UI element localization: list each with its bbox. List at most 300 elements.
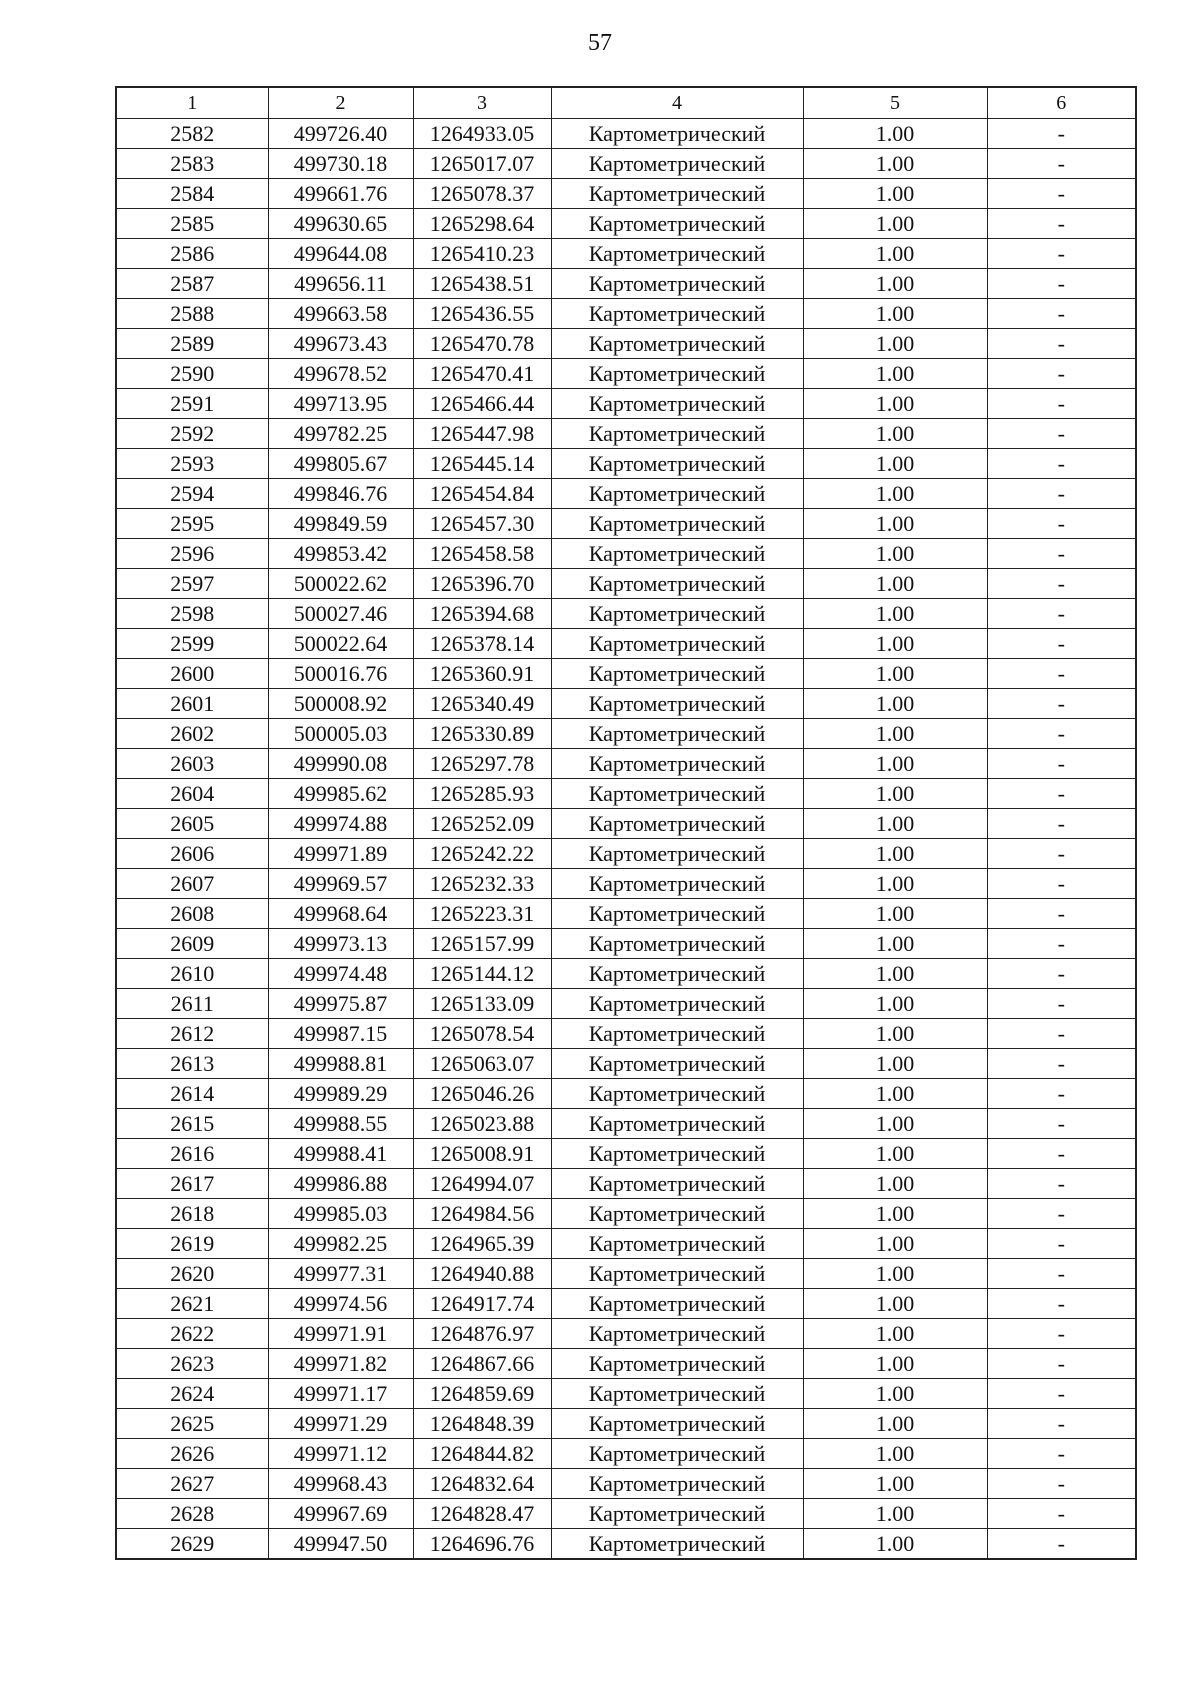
table-row <box>116 269 1136 299</box>
method-cell: Картометрический <box>551 869 803 899</box>
x-coordinate-cell: 500005.03 <box>268 719 413 749</box>
y-coordinate-cell: 1265470.41 <box>413 359 551 389</box>
note-cell: - <box>987 929 1136 959</box>
table-row <box>116 479 1136 509</box>
y-coordinate-cell: 1265008.91 <box>413 1139 551 1169</box>
point-number-cell: 2600 <box>116 659 268 689</box>
method-cell: Картометрический <box>551 449 803 479</box>
table-row <box>116 599 1136 629</box>
accuracy-cell: 1.00 <box>803 209 987 239</box>
accuracy-cell: 1.00 <box>803 719 987 749</box>
table-row <box>116 989 1136 1019</box>
table-row <box>116 929 1136 959</box>
note-cell: - <box>987 1259 1136 1289</box>
point-number-cell: 2628 <box>116 1499 268 1529</box>
y-coordinate-cell: 1265023.88 <box>413 1109 551 1139</box>
x-coordinate-cell: 499853.42 <box>268 539 413 569</box>
accuracy-cell: 1.00 <box>803 539 987 569</box>
point-number-cell: 2597 <box>116 569 268 599</box>
y-coordinate-cell: 1265285.93 <box>413 779 551 809</box>
x-coordinate-cell: 499644.08 <box>268 239 413 269</box>
note-cell: - <box>987 239 1136 269</box>
point-number-cell: 2621 <box>116 1289 268 1319</box>
x-coordinate-cell: 499656.11 <box>268 269 413 299</box>
accuracy-cell: 1.00 <box>803 569 987 599</box>
table-row <box>116 1229 1136 1259</box>
note-cell: - <box>987 479 1136 509</box>
method-cell: Картометрический <box>551 1169 803 1199</box>
method-cell: Картометрический <box>551 1049 803 1079</box>
table-row <box>116 209 1136 239</box>
accuracy-cell: 1.00 <box>803 1379 987 1409</box>
table-row <box>116 869 1136 899</box>
accuracy-cell: 1.00 <box>803 989 987 1019</box>
table-row <box>116 239 1136 269</box>
y-coordinate-cell: 1265466.44 <box>413 389 551 419</box>
note-cell: - <box>987 629 1136 659</box>
method-cell: Картометрический <box>551 629 803 659</box>
point-number-cell: 2619 <box>116 1229 268 1259</box>
note-cell: - <box>987 1289 1136 1319</box>
table-row <box>116 1169 1136 1199</box>
accuracy-cell: 1.00 <box>803 179 987 209</box>
note-cell: - <box>987 749 1136 779</box>
y-coordinate-cell: 1265457.30 <box>413 509 551 539</box>
x-coordinate-cell: 499974.56 <box>268 1289 413 1319</box>
x-coordinate-cell: 500022.64 <box>268 629 413 659</box>
table-row <box>116 1439 1136 1469</box>
accuracy-cell: 1.00 <box>803 1529 987 1560</box>
point-number-cell: 2607 <box>116 869 268 899</box>
note-cell: - <box>987 959 1136 989</box>
note-cell: - <box>987 809 1136 839</box>
method-cell: Картометрический <box>551 749 803 779</box>
accuracy-cell: 1.00 <box>803 1139 987 1169</box>
column-header-5: 5 <box>803 87 987 119</box>
table-row <box>116 749 1136 779</box>
note-cell: - <box>987 299 1136 329</box>
y-coordinate-cell: 1265078.54 <box>413 1019 551 1049</box>
method-cell: Картометрический <box>551 1379 803 1409</box>
note-cell: - <box>987 449 1136 479</box>
y-coordinate-cell: 1264859.69 <box>413 1379 551 1409</box>
x-coordinate-cell: 499967.69 <box>268 1499 413 1529</box>
point-number-cell: 2623 <box>116 1349 268 1379</box>
x-coordinate-cell: 499973.13 <box>268 929 413 959</box>
accuracy-cell: 1.00 <box>803 269 987 299</box>
method-cell: Картометрический <box>551 329 803 359</box>
method-cell: Картометрический <box>551 959 803 989</box>
x-coordinate-cell: 499985.62 <box>268 779 413 809</box>
accuracy-cell: 1.00 <box>803 1349 987 1379</box>
point-number-cell: 2617 <box>116 1169 268 1199</box>
accuracy-cell: 1.00 <box>803 329 987 359</box>
note-cell: - <box>987 149 1136 179</box>
column-header-4: 4 <box>551 87 803 119</box>
table-row <box>116 629 1136 659</box>
table-row <box>116 179 1136 209</box>
table-row <box>116 1019 1136 1049</box>
y-coordinate-cell: 1265157.99 <box>413 929 551 959</box>
y-coordinate-cell: 1265330.89 <box>413 719 551 749</box>
point-number-cell: 2604 <box>116 779 268 809</box>
note-cell: - <box>987 1169 1136 1199</box>
note-cell: - <box>987 779 1136 809</box>
x-coordinate-cell: 499849.59 <box>268 509 413 539</box>
table-row <box>116 1289 1136 1319</box>
accuracy-cell: 1.00 <box>803 239 987 269</box>
y-coordinate-cell: 1265454.84 <box>413 479 551 509</box>
method-cell: Картометрический <box>551 239 803 269</box>
y-coordinate-cell: 1265133.09 <box>413 989 551 1019</box>
point-number-cell: 2585 <box>116 209 268 239</box>
table-row <box>116 389 1136 419</box>
note-cell: - <box>987 989 1136 1019</box>
x-coordinate-cell: 499726.40 <box>268 119 413 149</box>
method-cell: Картометрический <box>551 1319 803 1349</box>
table-row <box>116 1499 1136 1529</box>
y-coordinate-cell: 1265078.37 <box>413 179 551 209</box>
x-coordinate-cell: 499990.08 <box>268 749 413 779</box>
note-cell: - <box>987 1109 1136 1139</box>
accuracy-cell: 1.00 <box>803 659 987 689</box>
x-coordinate-cell: 499975.87 <box>268 989 413 1019</box>
y-coordinate-cell: 1264940.88 <box>413 1259 551 1289</box>
accuracy-cell: 1.00 <box>803 1049 987 1079</box>
point-number-cell: 2610 <box>116 959 268 989</box>
x-coordinate-cell: 500008.92 <box>268 689 413 719</box>
note-cell: - <box>987 209 1136 239</box>
x-coordinate-cell: 499971.82 <box>268 1349 413 1379</box>
method-cell: Картометрический <box>551 1289 803 1319</box>
accuracy-cell: 1.00 <box>803 449 987 479</box>
x-coordinate-cell: 499988.55 <box>268 1109 413 1139</box>
method-cell: Картометрический <box>551 1349 803 1379</box>
method-cell: Картометрический <box>551 1229 803 1259</box>
x-coordinate-cell: 499987.15 <box>268 1019 413 1049</box>
y-coordinate-cell: 1264876.97 <box>413 1319 551 1349</box>
table-row <box>116 659 1136 689</box>
table-row <box>116 539 1136 569</box>
y-coordinate-cell: 1264867.66 <box>413 1349 551 1379</box>
table-row <box>116 899 1136 929</box>
note-cell: - <box>987 359 1136 389</box>
x-coordinate-cell: 499968.64 <box>268 899 413 929</box>
accuracy-cell: 1.00 <box>803 299 987 329</box>
y-coordinate-cell: 1264917.74 <box>413 1289 551 1319</box>
point-number-cell: 2590 <box>116 359 268 389</box>
y-coordinate-cell: 1264984.56 <box>413 1199 551 1229</box>
note-cell: - <box>987 1229 1136 1259</box>
method-cell: Картометрический <box>551 1019 803 1049</box>
table-row <box>116 1469 1136 1499</box>
accuracy-cell: 1.00 <box>803 509 987 539</box>
x-coordinate-cell: 499947.50 <box>268 1529 413 1560</box>
note-cell: - <box>987 509 1136 539</box>
point-number-cell: 2616 <box>116 1139 268 1169</box>
column-header-6: 6 <box>987 87 1136 119</box>
accuracy-cell: 1.00 <box>803 1169 987 1199</box>
method-cell: Картометрический <box>551 1529 803 1560</box>
accuracy-cell: 1.00 <box>803 419 987 449</box>
y-coordinate-cell: 1265063.07 <box>413 1049 551 1079</box>
method-cell: Картометрический <box>551 989 803 1019</box>
method-cell: Картометрический <box>551 509 803 539</box>
accuracy-cell: 1.00 <box>803 1079 987 1109</box>
y-coordinate-cell: 1264832.64 <box>413 1469 551 1499</box>
note-cell: - <box>987 1019 1136 1049</box>
table-body <box>116 119 1136 1560</box>
page-number: 57 <box>588 30 612 56</box>
method-cell: Картометрический <box>551 1469 803 1499</box>
table-row <box>116 569 1136 599</box>
accuracy-cell: 1.00 <box>803 149 987 179</box>
method-cell: Картометрический <box>551 419 803 449</box>
method-cell: Картометрический <box>551 539 803 569</box>
x-coordinate-cell: 500022.62 <box>268 569 413 599</box>
point-number-cell: 2588 <box>116 299 268 329</box>
method-cell: Картометрический <box>551 1109 803 1139</box>
x-coordinate-cell: 499971.89 <box>268 839 413 869</box>
accuracy-cell: 1.00 <box>803 1409 987 1439</box>
accuracy-cell: 1.00 <box>803 1199 987 1229</box>
point-number-cell: 2599 <box>116 629 268 659</box>
table-row <box>116 359 1136 389</box>
table-row <box>116 689 1136 719</box>
y-coordinate-cell: 1265046.26 <box>413 1079 551 1109</box>
point-number-cell: 2606 <box>116 839 268 869</box>
x-coordinate-cell: 499673.43 <box>268 329 413 359</box>
y-coordinate-cell: 1265252.09 <box>413 809 551 839</box>
point-number-cell: 2601 <box>116 689 268 719</box>
point-number-cell: 2593 <box>116 449 268 479</box>
accuracy-cell: 1.00 <box>803 1229 987 1259</box>
table-row <box>116 809 1136 839</box>
table-row <box>116 509 1136 539</box>
point-number-cell: 2589 <box>116 329 268 359</box>
x-coordinate-cell: 499988.41 <box>268 1139 413 1169</box>
point-number-cell: 2613 <box>116 1049 268 1079</box>
y-coordinate-cell: 1265242.22 <box>413 839 551 869</box>
x-coordinate-cell: 499782.25 <box>268 419 413 449</box>
point-number-cell: 2620 <box>116 1259 268 1289</box>
y-coordinate-cell: 1265396.70 <box>413 569 551 599</box>
note-cell: - <box>987 599 1136 629</box>
y-coordinate-cell: 1265447.98 <box>413 419 551 449</box>
accuracy-cell: 1.00 <box>803 839 987 869</box>
note-cell: - <box>987 1529 1136 1560</box>
point-number-cell: 2624 <box>116 1379 268 1409</box>
x-coordinate-cell: 499989.29 <box>268 1079 413 1109</box>
accuracy-cell: 1.00 <box>803 1019 987 1049</box>
method-cell: Картометрический <box>551 659 803 689</box>
point-number-cell: 2608 <box>116 899 268 929</box>
y-coordinate-cell: 1264828.47 <box>413 1499 551 1529</box>
y-coordinate-cell: 1265436.55 <box>413 299 551 329</box>
x-coordinate-cell: 499974.88 <box>268 809 413 839</box>
table-row <box>116 1259 1136 1289</box>
note-cell: - <box>987 1349 1136 1379</box>
method-cell: Картометрический <box>551 209 803 239</box>
method-cell: Картометрический <box>551 569 803 599</box>
table-row <box>116 149 1136 179</box>
y-coordinate-cell: 1265298.64 <box>413 209 551 239</box>
y-coordinate-cell: 1265458.58 <box>413 539 551 569</box>
method-cell: Картометрический <box>551 599 803 629</box>
method-cell: Картометрический <box>551 1259 803 1289</box>
y-coordinate-cell: 1264844.82 <box>413 1439 551 1469</box>
note-cell: - <box>987 689 1136 719</box>
x-coordinate-cell: 499982.25 <box>268 1229 413 1259</box>
method-cell: Картометрический <box>551 809 803 839</box>
note-cell: - <box>987 719 1136 749</box>
y-coordinate-cell: 1265340.49 <box>413 689 551 719</box>
method-cell: Картометрический <box>551 839 803 869</box>
table-row <box>116 1529 1136 1560</box>
note-cell: - <box>987 1049 1136 1079</box>
table-row <box>116 449 1136 479</box>
accuracy-cell: 1.00 <box>803 629 987 659</box>
column-header-2: 2 <box>268 87 413 119</box>
table-row <box>116 299 1136 329</box>
table-row <box>116 1319 1136 1349</box>
y-coordinate-cell: 1265438.51 <box>413 269 551 299</box>
table-row <box>116 719 1136 749</box>
point-number-cell: 2627 <box>116 1469 268 1499</box>
y-coordinate-cell: 1265297.78 <box>413 749 551 779</box>
x-coordinate-cell: 499974.48 <box>268 959 413 989</box>
point-number-cell: 2582 <box>116 119 268 149</box>
point-number-cell: 2605 <box>116 809 268 839</box>
note-cell: - <box>987 869 1136 899</box>
table-row <box>116 1139 1136 1169</box>
method-cell: Картометрический <box>551 119 803 149</box>
note-cell: - <box>987 119 1136 149</box>
accuracy-cell: 1.00 <box>803 479 987 509</box>
accuracy-cell: 1.00 <box>803 1469 987 1499</box>
table-row <box>116 119 1136 149</box>
x-coordinate-cell: 499805.67 <box>268 449 413 479</box>
accuracy-cell: 1.00 <box>803 749 987 779</box>
accuracy-cell: 1.00 <box>803 1289 987 1319</box>
method-cell: Картометрический <box>551 179 803 209</box>
note-cell: - <box>987 419 1136 449</box>
method-cell: Картометрический <box>551 269 803 299</box>
x-coordinate-cell: 499971.17 <box>268 1379 413 1409</box>
table-row <box>116 1199 1136 1229</box>
point-number-cell: 2592 <box>116 419 268 449</box>
accuracy-cell: 1.00 <box>803 1439 987 1469</box>
y-coordinate-cell: 1265360.91 <box>413 659 551 689</box>
y-coordinate-cell: 1265394.68 <box>413 599 551 629</box>
y-coordinate-cell: 1265144.12 <box>413 959 551 989</box>
point-number-cell: 2587 <box>116 269 268 299</box>
x-coordinate-cell: 499846.76 <box>268 479 413 509</box>
point-number-cell: 2591 <box>116 389 268 419</box>
table-row <box>116 329 1136 359</box>
note-cell: - <box>987 569 1136 599</box>
point-number-cell: 2602 <box>116 719 268 749</box>
x-coordinate-cell: 499968.43 <box>268 1469 413 1499</box>
accuracy-cell: 1.00 <box>803 959 987 989</box>
accuracy-cell: 1.00 <box>803 689 987 719</box>
y-coordinate-cell: 1265017.07 <box>413 149 551 179</box>
point-number-cell: 2614 <box>116 1079 268 1109</box>
method-cell: Картометрический <box>551 1079 803 1109</box>
note-cell: - <box>987 899 1136 929</box>
accuracy-cell: 1.00 <box>803 1499 987 1529</box>
note-cell: - <box>987 1439 1136 1469</box>
point-number-cell: 2609 <box>116 929 268 959</box>
method-cell: Картометрический <box>551 359 803 389</box>
method-cell: Картометрический <box>551 149 803 179</box>
method-cell: Картометрический <box>551 929 803 959</box>
method-cell: Картометрический <box>551 719 803 749</box>
accuracy-cell: 1.00 <box>803 809 987 839</box>
coordinates-table <box>115 86 1137 1560</box>
method-cell: Картометрический <box>551 299 803 329</box>
table-row <box>116 1349 1136 1379</box>
method-cell: Картометрический <box>551 479 803 509</box>
y-coordinate-cell: 1265232.33 <box>413 869 551 899</box>
x-coordinate-cell: 499971.91 <box>268 1319 413 1349</box>
point-number-cell: 2629 <box>116 1529 268 1560</box>
note-cell: - <box>987 1319 1136 1349</box>
note-cell: - <box>987 1499 1136 1529</box>
point-number-cell: 2612 <box>116 1019 268 1049</box>
method-cell: Картометрический <box>551 1139 803 1169</box>
y-coordinate-cell: 1265223.31 <box>413 899 551 929</box>
table-row <box>116 1079 1136 1109</box>
column-header-3: 3 <box>413 87 551 119</box>
note-cell: - <box>987 329 1136 359</box>
y-coordinate-cell: 1265470.78 <box>413 329 551 359</box>
y-coordinate-cell: 1264965.39 <box>413 1229 551 1259</box>
point-number-cell: 2583 <box>116 149 268 179</box>
x-coordinate-cell: 499971.12 <box>268 1439 413 1469</box>
y-coordinate-cell: 1264933.05 <box>413 119 551 149</box>
table-row <box>116 779 1136 809</box>
table-row <box>116 1409 1136 1439</box>
note-cell: - <box>987 1409 1136 1439</box>
method-cell: Картометрический <box>551 1499 803 1529</box>
point-number-cell: 2586 <box>116 239 268 269</box>
note-cell: - <box>987 389 1136 419</box>
method-cell: Картометрический <box>551 389 803 419</box>
note-cell: - <box>987 659 1136 689</box>
note-cell: - <box>987 1079 1136 1109</box>
table-row <box>116 1049 1136 1079</box>
y-coordinate-cell: 1265378.14 <box>413 629 551 659</box>
point-number-cell: 2594 <box>116 479 268 509</box>
note-cell: - <box>987 539 1136 569</box>
column-header-1: 1 <box>116 87 268 119</box>
table-row <box>116 959 1136 989</box>
method-cell: Картометрический <box>551 1199 803 1229</box>
accuracy-cell: 1.00 <box>803 389 987 419</box>
x-coordinate-cell: 499661.76 <box>268 179 413 209</box>
x-coordinate-cell: 500016.76 <box>268 659 413 689</box>
note-cell: - <box>987 269 1136 299</box>
x-coordinate-cell: 499985.03 <box>268 1199 413 1229</box>
accuracy-cell: 1.00 <box>803 899 987 929</box>
method-cell: Картометрический <box>551 1409 803 1439</box>
y-coordinate-cell: 1265445.14 <box>413 449 551 479</box>
accuracy-cell: 1.00 <box>803 599 987 629</box>
x-coordinate-cell: 499988.81 <box>268 1049 413 1079</box>
point-number-cell: 2622 <box>116 1319 268 1349</box>
x-coordinate-cell: 500027.46 <box>268 599 413 629</box>
